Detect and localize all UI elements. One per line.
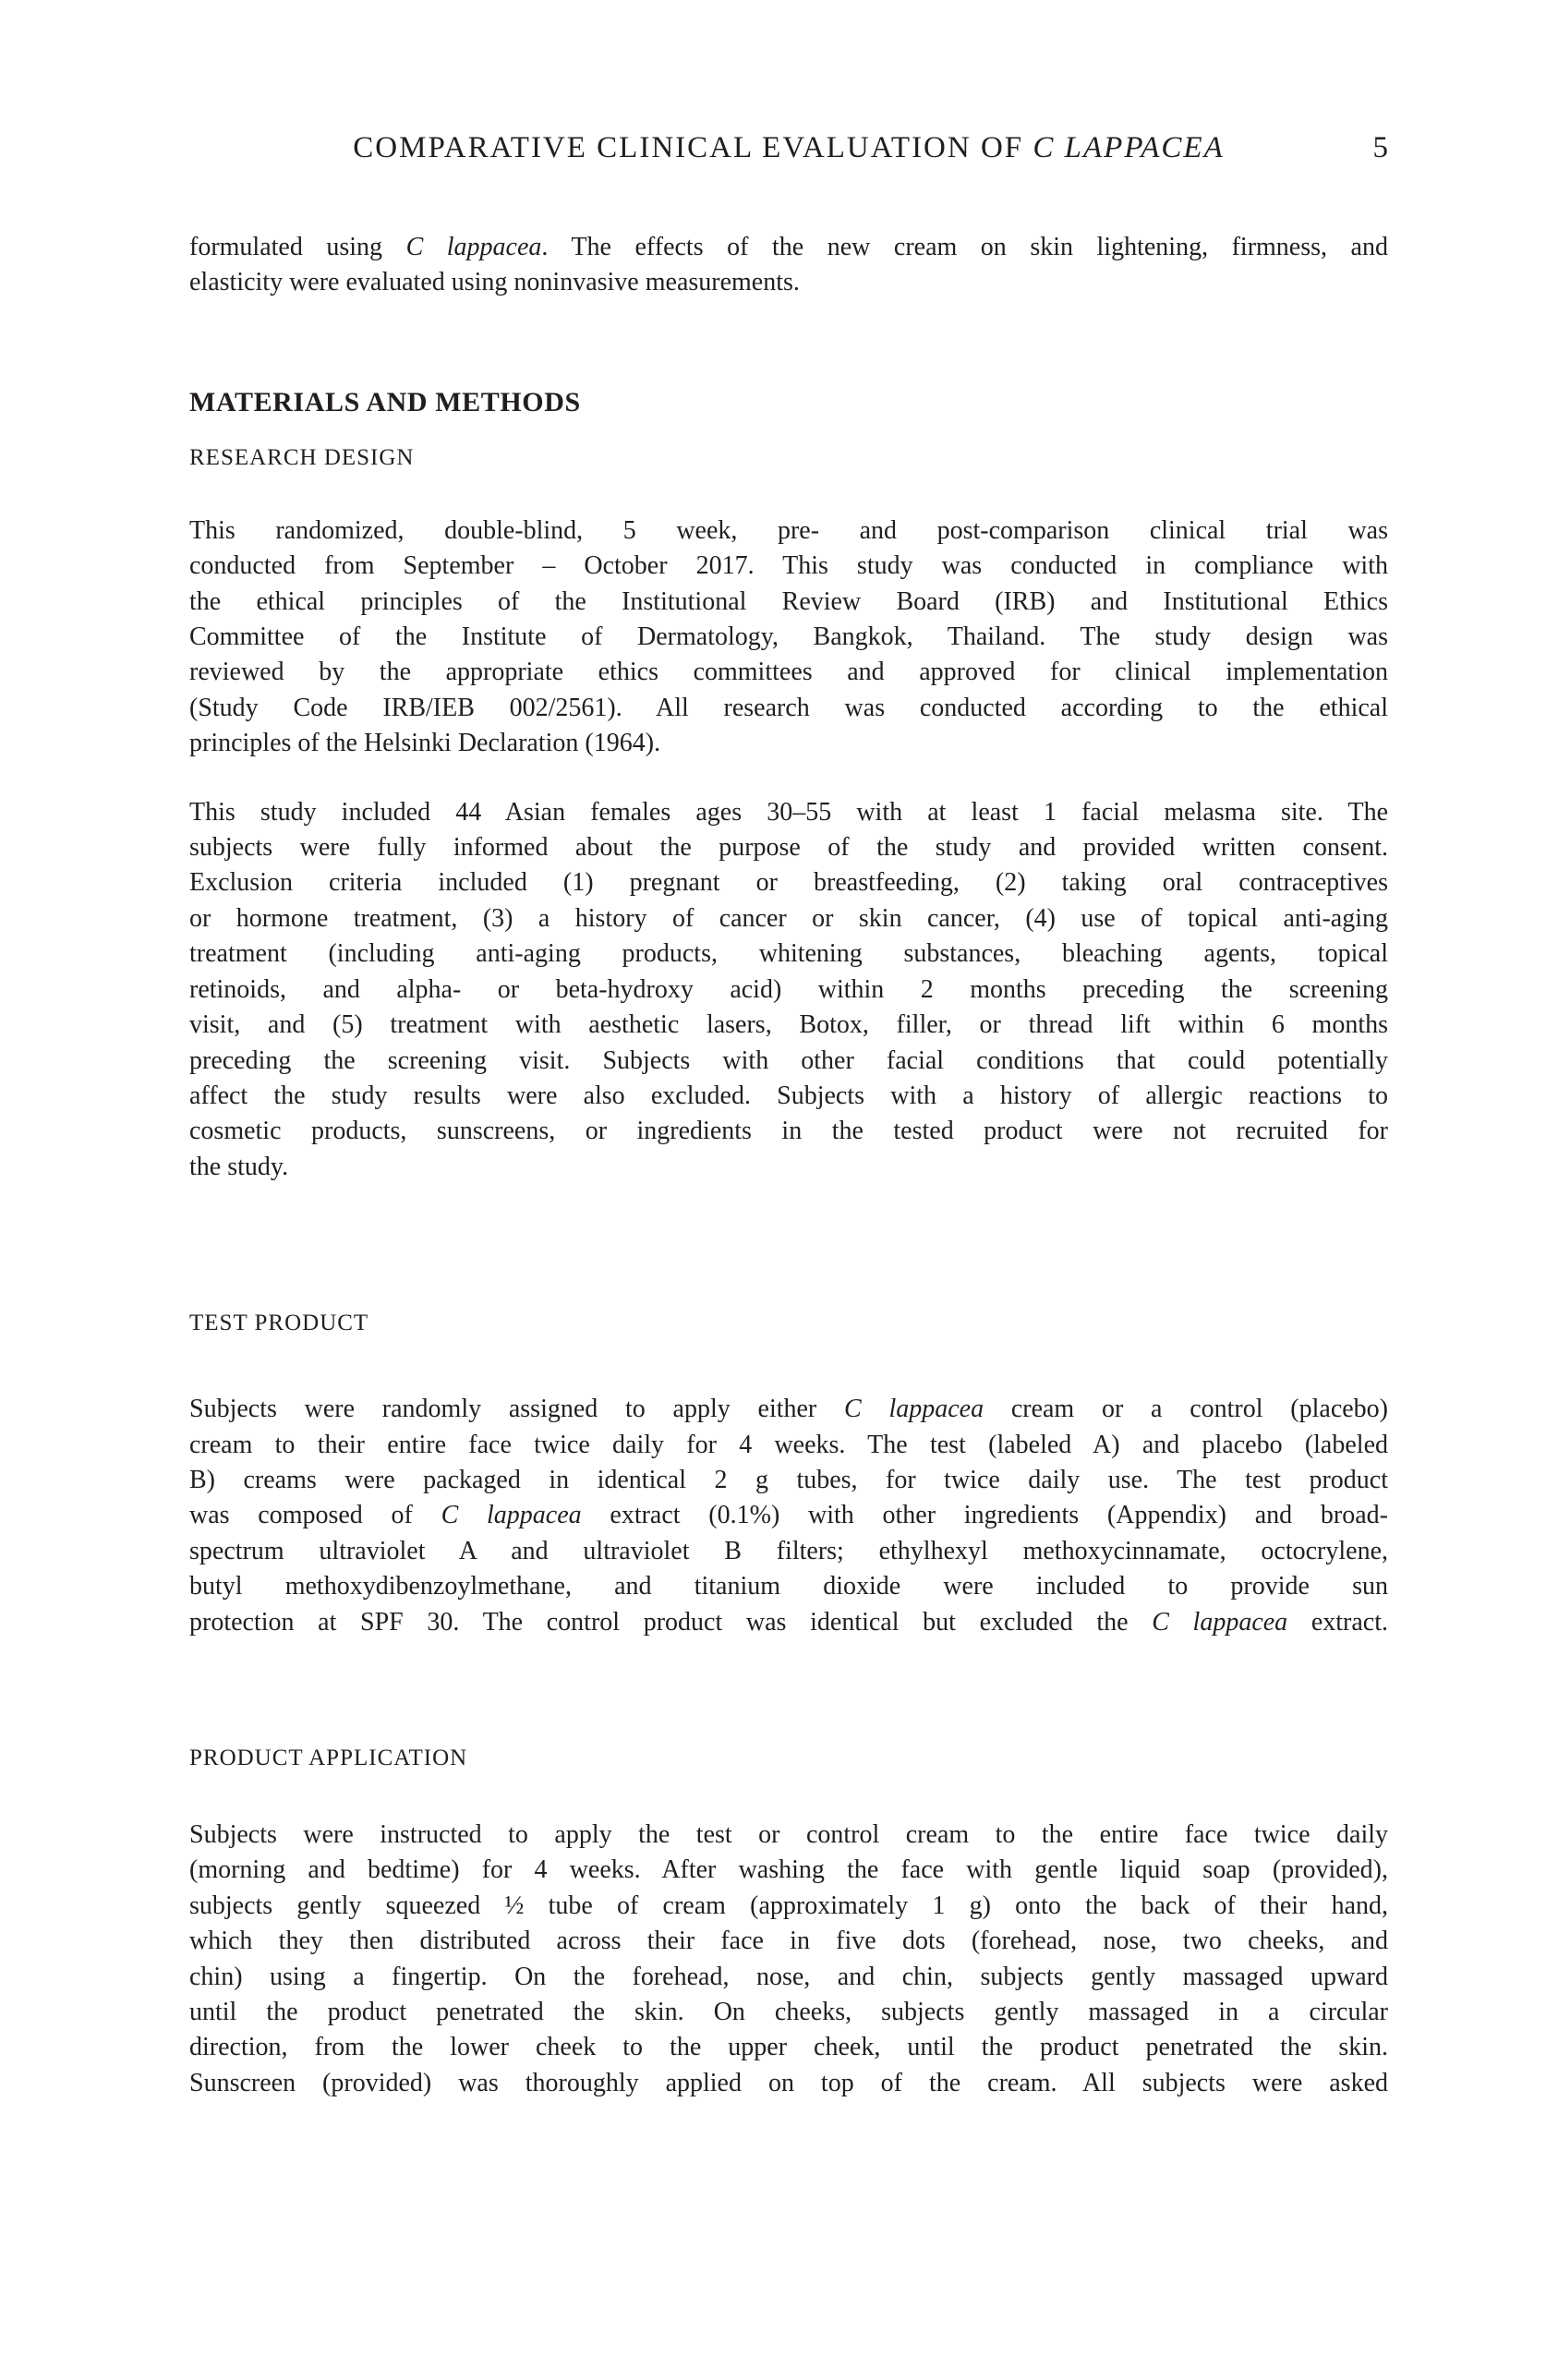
text-line: subjects gently squeezed ½ tube of cream (approximately 1 g) onto the back of their hand, <box>189 1891 1388 1920</box>
text-line: principles of the Helsinki Declaration (1964). <box>189 729 661 758</box>
page-number: 5 <box>1372 131 1388 164</box>
text-line: direction, from the lower cheek to the upper cheek, until the product penetrated the skin. <box>189 2033 1388 2062</box>
text-line: cream to their entire face twice daily for 4 weeks. The test (labeled A) and placebo (labeled <box>189 1430 1388 1459</box>
text-line: visit, and (5) treatment with aesthetic lasers, Botox, filler, or thread lift within 6 months <box>189 1010 1388 1040</box>
page-body <box>189 129 1388 2101</box>
text-line: Exclusion criteria included (1) pregnant or breastfeeding, (2) taking oral contraceptives <box>189 868 1388 898</box>
text-line: the ethical principles of the Institutional Review Board (IRB) and Institutional Ethics <box>189 586 1388 616</box>
text-line: treatment (including anti-aging products, whitening substances, bleaching agents, topical <box>189 939 1388 969</box>
text-line: (Study Code IRB/IEB 002/2561). All research was conducted according to the ethical <box>189 693 1388 722</box>
text-line: B) creams were packaged in identical 2 g tubes, for twice daily use. The test product <box>189 1465 1388 1494</box>
running-head-title: COMPARATIVE CLINICAL EVALUATION OF C LAPPACEA <box>353 131 1225 164</box>
text-line: subjects were fully informed about the purpose of the study and provided written consent. <box>189 833 1388 863</box>
paragraph-product-application <box>189 1818 1388 2101</box>
text-line: butyl methoxydibenzoylmethane, and titanium dioxide were included to provide sun <box>189 1572 1388 1601</box>
text-line: retinoids, and alpha- or beta-hydroxy acid) within 2 months preceding the screening <box>189 974 1388 1004</box>
text-line: formulated using C lappacea. The effects of the new cream on skin lightening, firmness, and <box>189 233 1388 261</box>
text-line: Sunscreen (provided) was thoroughly applied on top of the cream. All subjects were asked <box>189 2068 1388 2097</box>
text-line: (morning and bedtime) for 4 weeks. After washing the face with gentle liquid soap (provided), <box>189 1855 1388 1885</box>
text-line: reviewed by the appropriate ethics committees and approved for clinical implementation <box>189 658 1388 687</box>
text-line: Subjects were randomly assigned to apply either C lappacea cream or a control (placebo) <box>189 1395 1388 1424</box>
text-line: This randomized, double-blind, 5 week, pre- and post-comparison clinical trial was <box>189 515 1388 545</box>
text-line: the study. <box>189 1152 289 1181</box>
paragraph-intro <box>189 230 1388 301</box>
subsection-heading-research-design: RESEARCH DESIGN <box>189 444 415 470</box>
text-line: protection at SPF 30. The control product was identical but excluded the C lappacea extract. <box>189 1607 1388 1637</box>
text-line: which they then distributed across their face in five dots (forehead, nose, two cheeks, and <box>189 1927 1388 1956</box>
subsection-heading-product-application: PRODUCT APPLICATION <box>189 1745 468 1770</box>
paragraph-research-design-2 <box>189 795 1388 1185</box>
text-line: or hormone treatment, (3) a history of cancer or skin cancer, (4) use of topical anti-aging <box>189 903 1388 933</box>
running-head <box>189 129 1388 167</box>
text-line: was composed of C lappacea extract (0.1%) with other ingredients (Appendix) and broad- <box>189 1501 1388 1530</box>
text-line: Committee of the Institute of Dermatology, Bangkok, Thailand. The study design was <box>189 622 1388 652</box>
paragraph-test-product <box>189 1392 1388 1640</box>
text-line: conducted from September – October 2017. This study was conducted in compliance with <box>189 551 1388 581</box>
text-line: This study included 44 Asian females ages 30–55 with at least 1 facial melasma site. The <box>189 797 1388 827</box>
text-line: affect the study results were also excluded. Subjects with a history of allergic reactions to <box>189 1081 1388 1110</box>
paragraph-research-design-1 <box>189 513 1388 762</box>
section-heading-materials-and-methods: MATERIALS AND METHODS <box>189 386 581 417</box>
text-line: elasticity were evaluated using noninvasive measurements. <box>189 268 800 297</box>
subsection-heading-test-product: TEST PRODUCT <box>189 1311 369 1336</box>
text-line: spectrum ultraviolet A and ultraviolet B filters; ethylhexyl methoxycinnamate, octocrylene, <box>189 1536 1388 1565</box>
text-line: Subjects were instructed to apply the test or control cream to the entire face twice daily <box>189 1819 1388 1849</box>
text-line: cosmetic products, sunscreens, or ingredients in the tested product were not recruited for <box>189 1117 1388 1146</box>
document-page <box>0 129 1558 2380</box>
text-line: until the product penetrated the skin. On cheeks, subjects gently massaged in a circular <box>189 1998 1388 2026</box>
text-line: chin) using a fingertip. On the forehead, nose, and chin, subjects gently massaged upward <box>189 1962 1388 1991</box>
text-line: preceding the screening visit. Subjects with other facial conditions that could potentially <box>189 1045 1388 1075</box>
